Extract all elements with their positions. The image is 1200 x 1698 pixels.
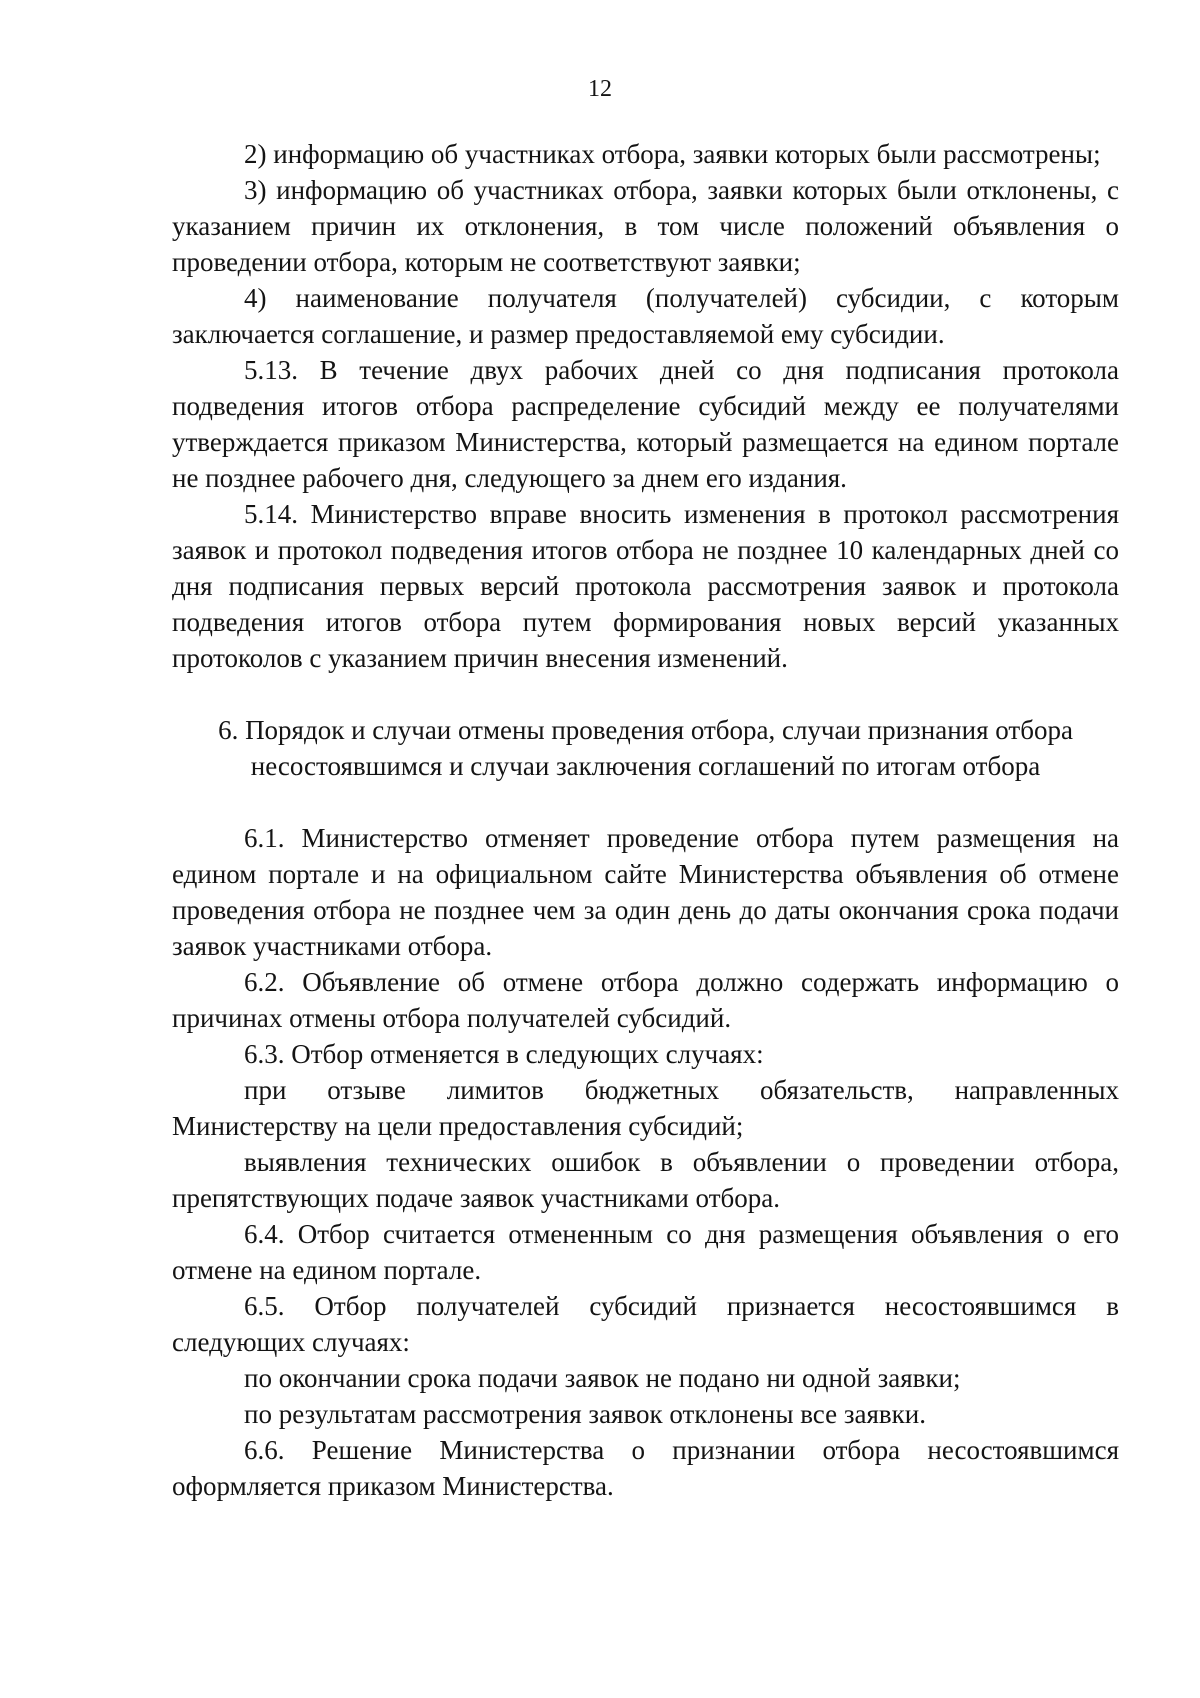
paragraph-6-3-case-1: при отзыве лимитов бюджетных обязательств, направленных Министерству на цели предоставления субсидий; [172,1075,1119,1141]
paragraph-6-1: 6.1. Министерство отменяет проведение отбора путем размещения на едином портале и на официальном сайте Министерства объявления об отмене проведения отбора не позднее чем за один день до даты окончания срока подачи заявок участниками отбора. [172,823,1119,961]
page-number: 12 [588,76,612,102]
paragraph-6-5-case-1: по окончании срока подачи заявок не подано ни одной заявки; [244,1363,961,1393]
paragraph-6-5-case-2: по результатам рассмотрения заявок отклонены все заявки. [244,1399,926,1429]
paragraph-6-5: 6.5. Отбор получателей субсидий признается несостоявшимся в следующих случаях: [172,1291,1119,1357]
document-body [172,136,1119,1504]
paragraph-6-3: 6.3. Отбор отменяется в следующих случаях: [244,1039,764,1069]
paragraph-item-4: 4) наименование получателя (получателей) субсидии, с которым заключается соглашение, и размер предоставляемой ему субсидии. [172,283,1119,349]
paragraph-6-3-case-2: выявления технических ошибок в объявлении о проведении отбора, препятствующих подаче заявок участниками отбора. [172,1147,1119,1213]
paragraph-5-13: 5.13. В течение двух рабочих дней со дня подписания протокола подведения итогов отбора распределение субсидий между ее получателями утверждается приказом Министерства, который размещается на едином портале не позднее рабочего дня, следующего за днем его издания. [172,355,1119,493]
paragraph-item-3: 3) информацию об участниках отбора, заявки которых были отклонены, с указанием причин их отклонения, в том числе положений объявления о проведении отбора, которым не соответствуют заявки; [172,175,1119,277]
paragraph-item-2: 2) информацию об участниках отбора, заявки которых были рассмотрены; [244,139,1101,169]
paragraph-6-4: 6.4. Отбор считается отмененным со дня размещения объявления о его отмене на едином портале. [172,1219,1119,1285]
paragraph-6-2: 6.2. Объявление об отмене отбора должно содержать информацию о причинах отмены отбора получателей субсидий. [172,967,1119,1033]
section-6-heading: 6. Порядок и случаи отмены проведения отбора, случаи признания отбора несостоявшимся и случаи заключения соглашений по итогам отбора [218,715,1073,781]
paragraph-6-6: 6.6. Решение Министерства о признании отбора несостоявшимся оформляется приказом Министерства. [172,1435,1119,1501]
paragraph-5-14: 5.14. Министерство вправе вносить изменения в протокол рассмотрения заявок и протокол подведения итогов отбора не позднее 10 календарных дней со дня подписания первых версий протокола рассмотрения заявок и протокола подведения итогов отбора путем формирования новых версий указанных протоколов с указанием причин внесения изменений. [172,499,1119,673]
